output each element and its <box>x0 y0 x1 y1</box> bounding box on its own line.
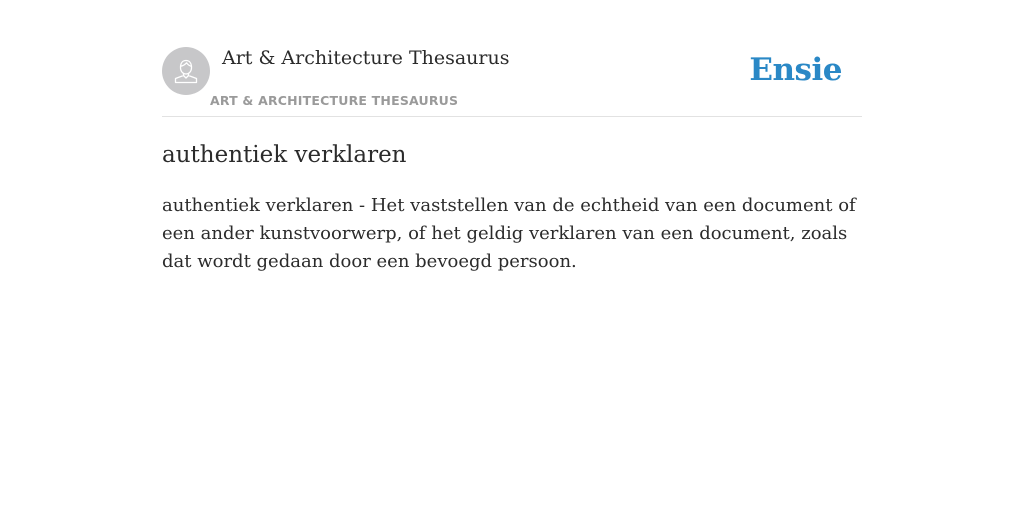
page-container <box>162 0 862 512</box>
ensie-logo[interactable]: Ensie <box>749 52 842 88</box>
avatar[interactable] <box>162 47 210 95</box>
user-icon <box>171 56 201 86</box>
page-header <box>162 0 862 117</box>
page-title: authentiek verklaren <box>162 142 407 168</box>
author-name[interactable]: Art & Architecture Thesaurus <box>222 47 510 69</box>
definition-text: authentiek verklaren - Het vaststellen van de echtheid van een document of een ander kunstvoorwerp, of het geldig verklaren van een document, zoals dat wordt gedaan door een bevoegd persoon. <box>162 195 856 272</box>
author-category[interactable]: ART & ARCHITECTURE THESAURUS <box>210 93 459 108</box>
